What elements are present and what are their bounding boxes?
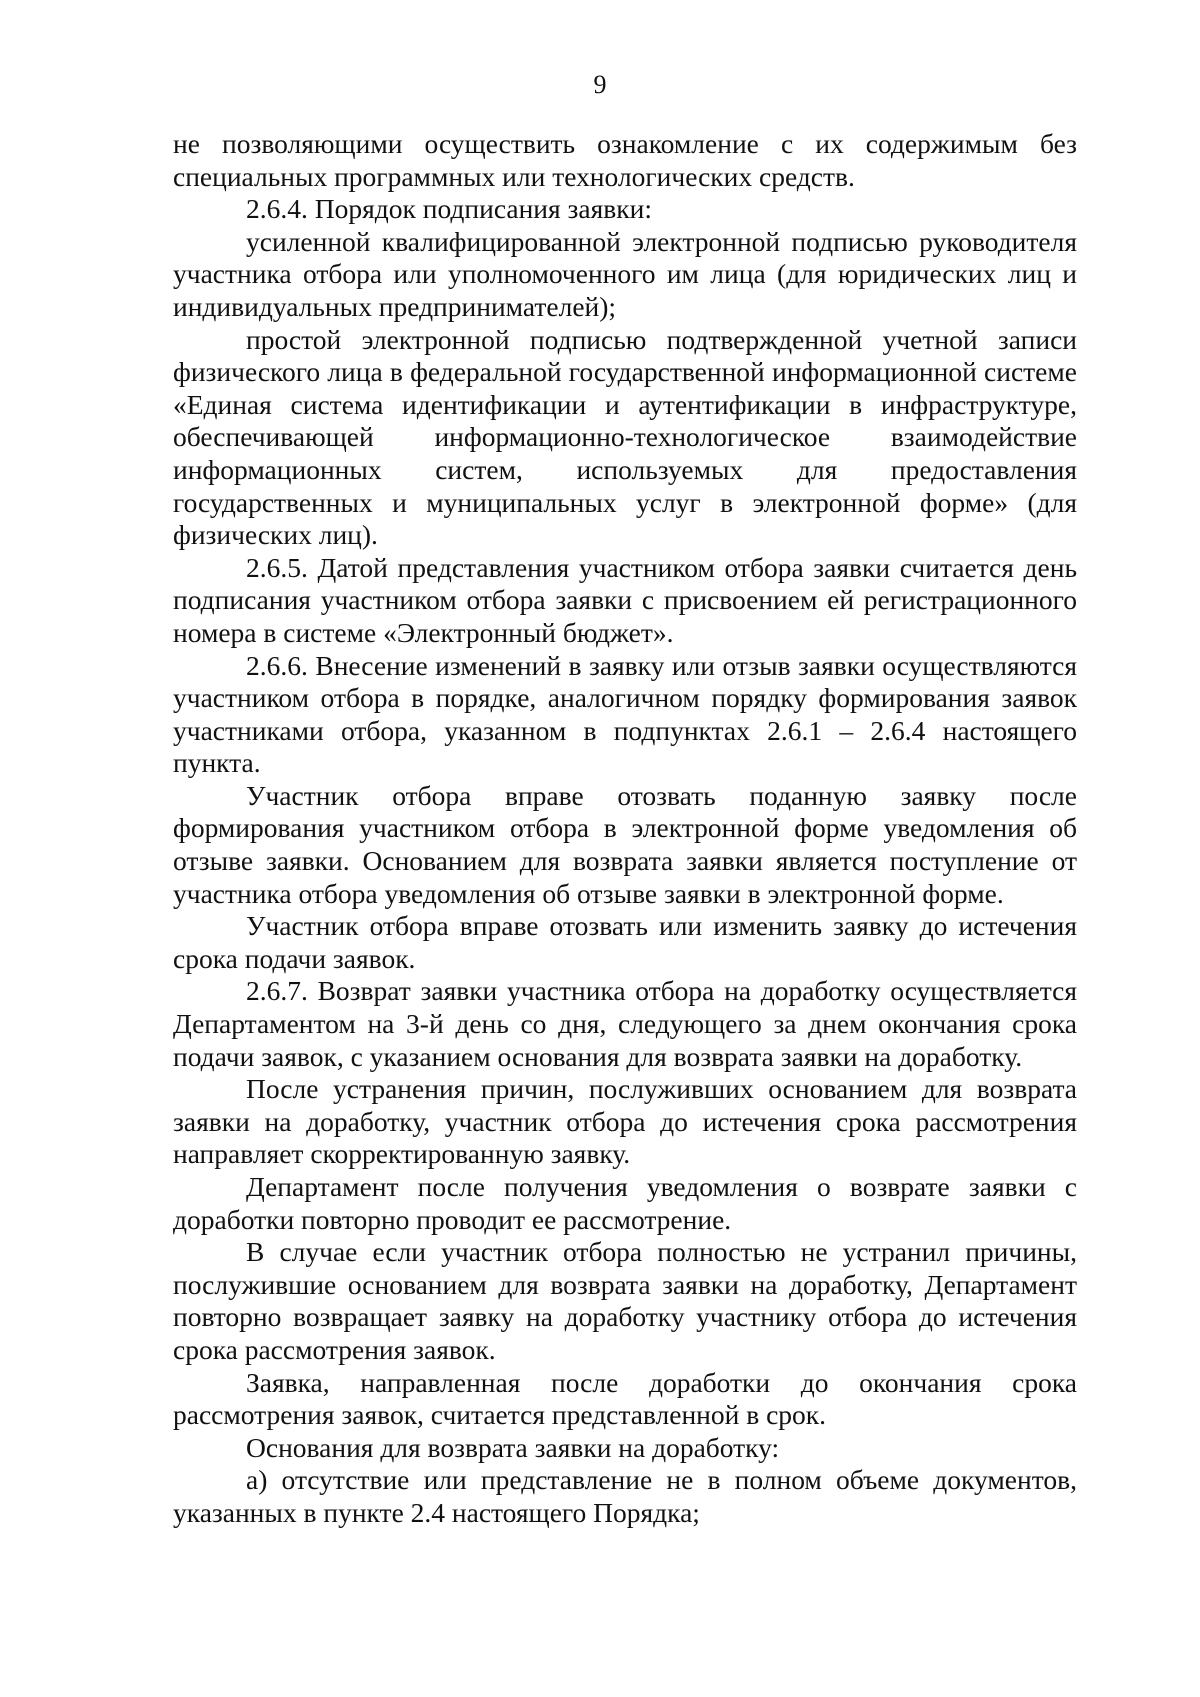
paragraph: усиленной квалифицированной электронной подписью руководителя участника отбора или уполномоченного им лица (для юридических лиц и индивидуальных предпринимателей); [173, 225, 1077, 322]
paragraph: 2.6.5. Датой представления участником отбора заявки считается день подписания участником отбора заявки с присвоением ей регистрационного номера в системе «Электронный бюджет». [173, 551, 1077, 648]
paragraph: 2.6.7. Возврат заявки участника отбора на доработку осуществляется Департаментом на 3-й день со дня, следующего за днем окончания срока подачи заявок, с указанием основания для возврата заявки на доработку. [173, 975, 1077, 1072]
paragraph: После устранения причин, послуживших основанием для возврата заявки на доработку, участник отбора до истечения срока рассмотрения направляет скорректированную заявку. [173, 1073, 1077, 1170]
paragraph: простой электронной подписью подтвержденной учетной записи физического лица в федеральной государственной информационной системе «Единая система идентификации и аутентификации в инфраструктуре, обеспечивающей информационно-технологическое взаимодействие информационных систем, используемых для предоставления государственных и муниципальных услуг в электронной форме» (для физических лиц). [173, 323, 1077, 551]
paragraph: Основания для возврата заявки на доработку: [246, 1431, 780, 1463]
document-body [173, 128, 1077, 1530]
paragraph: Заявка, направленная после доработки до окончания срока рассмотрения заявок, считается представленной в срок. [173, 1366, 1077, 1431]
paragraph: 2.6.4. Порядок подписания заявки: [246, 193, 652, 225]
paragraph: а) отсутствие или представление не в полном объеме документов, указанных в пункте 2.4 настоящего Порядка; [173, 1464, 1077, 1528]
paragraph: не позволяющими осуществить ознакомление с их содержимым без специальных программных или технологических средств. [173, 128, 1077, 192]
paragraph: В случае если участник отбора полностью не устранил причины, послужившие основанием для возврата заявки на доработку, Департамент повторно возвращает заявку на доработку участнику отбора до истечения срока рассмотрения заявок. [173, 1236, 1077, 1365]
paragraph: Участник отбора вправе отозвать или изменить заявку до истечения срока подачи заявок. [173, 910, 1077, 974]
paragraph: Участник отбора вправе отозвать поданную заявку после формирования участником отбора в электронной форме уведомления об отзыве заявки. Основанием для возврата заявки является поступление от участника отбора уведомления об отзыве заявки в электронной форме. [173, 779, 1077, 909]
paragraph: 2.6.6. Внесение изменений в заявку или отзыв заявки осуществляются участником отбора в порядке, аналогичном порядку формирования заявок участниками отбора, указанном в подпунктах 2.6.1 – 2.6.4 настоящего пункта. [173, 649, 1077, 779]
paragraph: Департамент после получения уведомления о возврате заявки с доработки повторно проводит ее рассмотрение. [173, 1171, 1077, 1235]
page-number: 9 [593, 70, 607, 99]
